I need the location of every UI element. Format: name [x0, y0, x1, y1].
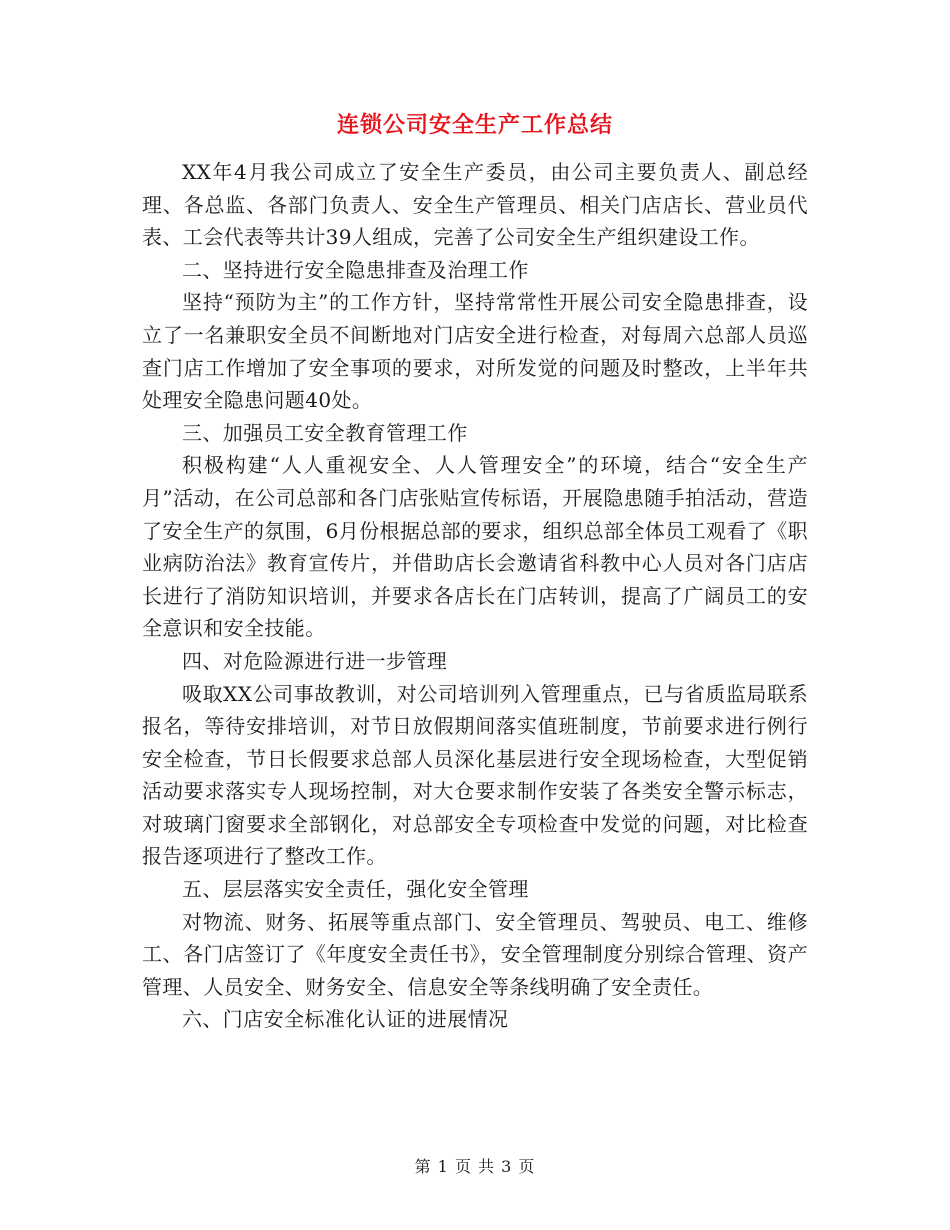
section-heading-2: 二、坚持进行安全隐患排查及治理工作 [182, 257, 529, 282]
section-heading-6: 六、门店安全标准化认证的进展情况 [182, 1007, 509, 1032]
document-title: 连锁公司安全生产工作总结 [336, 113, 613, 138]
document-body [142, 156, 808, 1036]
paragraph-5: 对物流、财务、拓展等重点部门、安全管理员、驾驶员、电工、维修工、各门店签订了《年度安全责任书》，安全管理制度分别综合管理、资产管理、人员安全、财务安全、信息安全等条线明确了安全责任。 [142, 909, 808, 999]
section-heading-4: 四、对危险源进行进一步管理 [182, 648, 448, 673]
page-footer [0, 1154, 950, 1177]
section-heading-3: 三、加强员工安全教育管理工作 [182, 420, 468, 445]
paragraph-2: 坚持“预防为主”的工作方针，坚持常常性开展公司安全隐患排查，设立了一名兼职安全员不间断地对门店安全进行检查，对每周六总部人员巡查门店工作增加了安全事项的要求，对所发觉的问题及时整改，上半年共处理安全隐患问题40处。 [142, 290, 808, 413]
section-heading-5: 五、层层落实安全责任，强化安全管理 [182, 877, 529, 902]
paragraph-4: 吸取XX公司事故教训，对公司培训列入管理重点，已与省质监局联系报名，等待安排培训，对节日放假期间落实值班制度，节前要求进行例行安全检查，节日长假要求总部人员深化基层进行安全现场检查，大型促销活动要求落实专人现场控制，对大仓要求制作安装了各类安全警示标志，对玻璃门窗要求全部钢化，对总部安全专项检查中发觉的问题，对比检查报告逐项进行了整改工作。 [142, 681, 808, 869]
paragraph-3: 积极构建“人人重视安全、人人管理安全”的环境，结合“安全生产月”活动，在公司总部和各门店张贴宣传标语，开展隐患随手拍活动，营造了安全生产的氛围，6月份根据总部的要求，组织总部全体员工观看了《职业病防治法》教育宣传片，并借助店长会邀请省科教中心人员对各门店店长进行了消防知识培训，并要求各店长在门店转训，提高了广阔员工的安全意识和安全技能。 [142, 453, 808, 641]
page-number-label: 第 1 页 共 3 页 [414, 1157, 536, 1176]
paragraph-intro: XX年4月我公司成立了安全生产委员，由公司主要负责人、副总经理、各总监、各部门负责人、安全生产管理员、相关门店店长、营业员代表、工会代表等共计39人组成，完善了公司安全生产组织建设工作。 [142, 160, 808, 250]
